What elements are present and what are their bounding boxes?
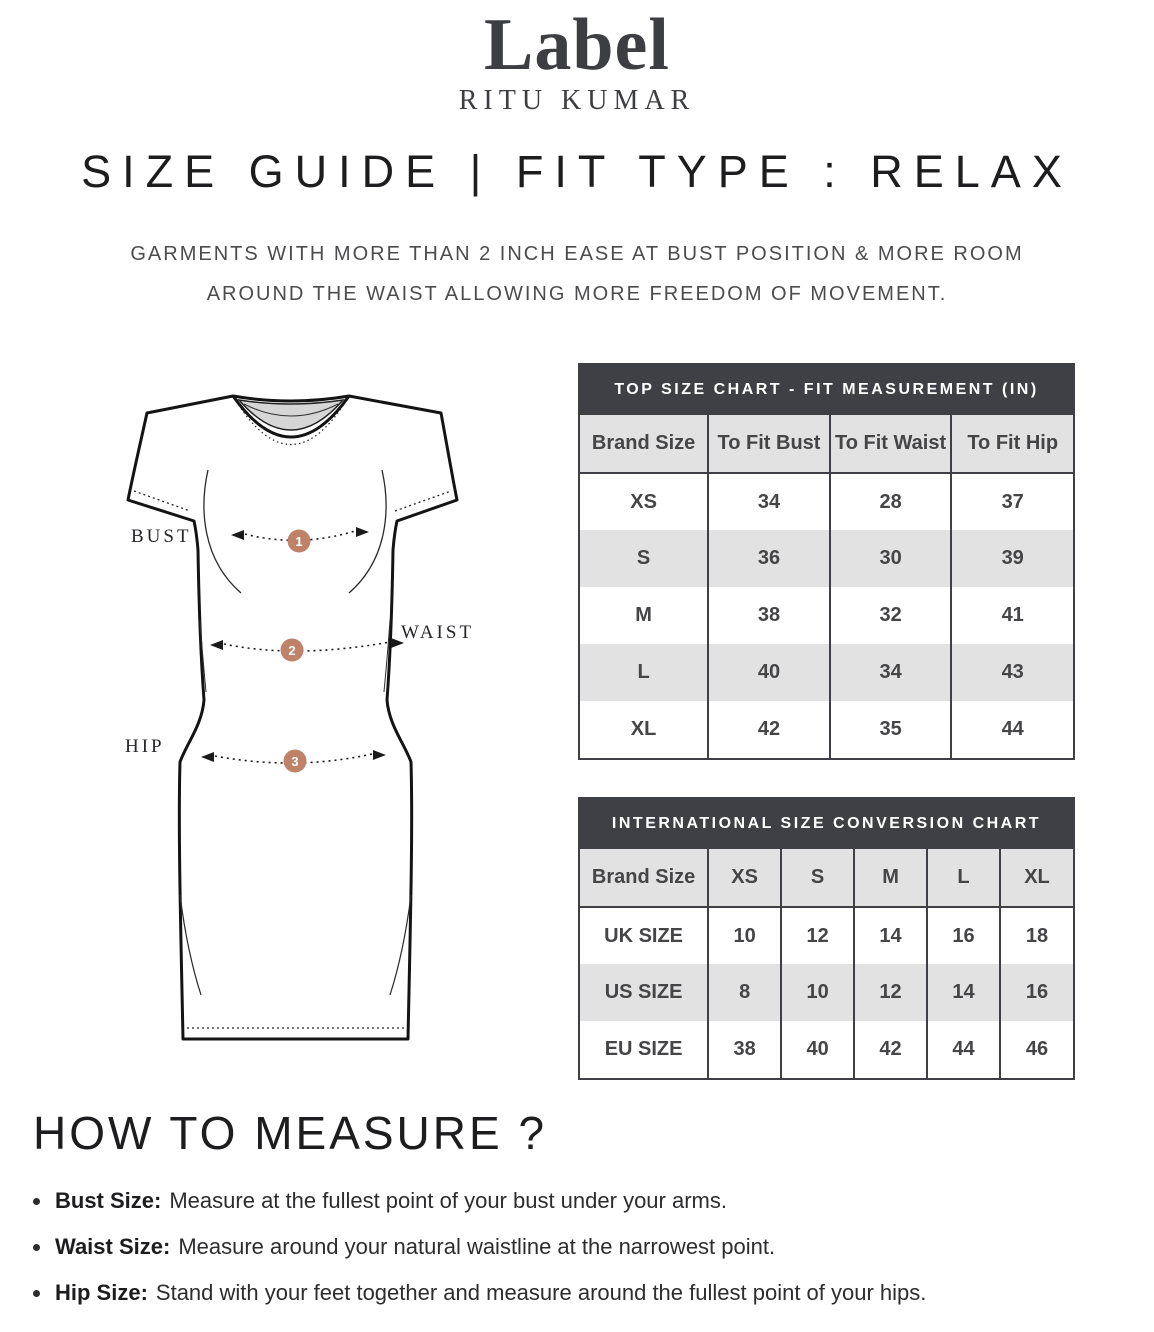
cell-bust: 34 — [708, 473, 830, 530]
column-header-to-fit-bust: To Fit Bust — [708, 415, 830, 473]
table-row-l — [580, 644, 1073, 701]
dress-outline — [128, 396, 457, 1039]
cell-waist: 34 — [830, 644, 952, 701]
brand-logo-subtext: RITU KUMAR — [458, 85, 696, 116]
cell-value: 16 — [1000, 964, 1073, 1021]
list-item-bust — [33, 1186, 1133, 1216]
bullet-dot — [33, 1290, 40, 1297]
cell-hip: 37 — [951, 473, 1073, 530]
table-row-uk — [580, 907, 1073, 964]
cell-region: US SIZE — [604, 981, 683, 1003]
size-charts — [578, 363, 1075, 1117]
column-header-l: L — [927, 849, 1000, 907]
column-header-to-fit-waist: To Fit Waist — [830, 415, 952, 473]
intl-chart-header-row — [580, 849, 1073, 907]
international-size-chart-title: INTERNATIONAL SIZE CONVERSION CHART — [580, 799, 1073, 849]
cell-region: EU SIZE — [604, 1038, 683, 1060]
page-subtitle — [0, 234, 1154, 314]
top-size-chart-table — [580, 415, 1073, 758]
bust-label: BUST — [131, 526, 192, 547]
bust-size-text: Measure at the fullest point of your bust under your arms. — [169, 1188, 727, 1213]
cell-bust: 42 — [708, 701, 830, 758]
cell-size: M — [635, 604, 652, 626]
table-row-xs — [580, 473, 1073, 530]
cell-hip: 43 — [951, 644, 1073, 701]
hip-label: HIP — [125, 736, 165, 757]
hip-size-text: Stand with your feet together and measure around the fullest point of your hips. — [155, 1280, 927, 1305]
page-subtitle-line2: AROUND THE WAIST ALLOWING MORE FREEDOM OF MOVEMENT. — [206, 283, 948, 305]
cell-size: S — [636, 547, 651, 569]
column-header-xs: XS — [708, 849, 781, 907]
column-header-to-fit-hip: To Fit Hip — [951, 415, 1073, 473]
how-to-measure-section — [33, 1106, 1133, 1324]
cell-size: XL — [630, 718, 657, 740]
cell-bust: 40 — [708, 644, 830, 701]
how-to-measure-heading: HOW TO MEASURE ? — [33, 1107, 548, 1159]
table-row-xl — [580, 701, 1073, 758]
page-subtitle-line1: GARMENTS WITH MORE THAN 2 INCH EASE AT BUST POSITION & MORE ROOM — [130, 243, 1024, 265]
cell-hip: 39 — [951, 530, 1073, 587]
cell-value: 40 — [781, 1021, 854, 1078]
cell-waist: 32 — [830, 587, 952, 644]
bullet-dot — [33, 1198, 40, 1205]
cell-size: XS — [630, 490, 657, 513]
list-item-waist — [33, 1232, 1133, 1262]
table-row-us — [580, 964, 1073, 1021]
cell-bust: 38 — [708, 587, 830, 644]
cell-value: 44 — [927, 1021, 1000, 1078]
cell-size: L — [637, 661, 650, 683]
marker-3-number: 3 — [291, 754, 299, 769]
cell-value: 12 — [854, 964, 927, 1021]
table-row-s — [580, 530, 1073, 587]
top-size-chart — [578, 363, 1075, 760]
brand-logo-text: Label — [484, 4, 670, 86]
waist-size-label: Waist Size: — [55, 1234, 171, 1259]
table-row-m — [580, 587, 1073, 644]
cell-region: UK SIZE — [604, 924, 684, 947]
marker-2-number: 2 — [288, 643, 296, 658]
cell-hip: 41 — [951, 587, 1073, 644]
cell-value: 46 — [1000, 1021, 1073, 1078]
top-size-chart-title: TOP SIZE CHART - FIT MEASUREMENT (IN) — [580, 365, 1073, 415]
cell-value: 42 — [854, 1021, 927, 1078]
list-item-hip — [33, 1278, 1133, 1308]
cell-value: 10 — [781, 964, 854, 1021]
column-header-xl: XL — [1000, 849, 1073, 907]
cell-bust: 36 — [708, 530, 830, 587]
brand-logo — [0, 4, 1154, 117]
international-size-chart-table — [580, 849, 1073, 1078]
marker-1-number: 1 — [295, 534, 303, 549]
cell-value: 12 — [781, 907, 854, 964]
dress-illustration — [105, 380, 485, 1080]
cell-value: 8 — [708, 964, 781, 1021]
page-title: SIZE GUIDE | FIT TYPE : RELAX — [81, 146, 1073, 197]
cell-value: 18 — [1000, 907, 1073, 964]
waist-size-text: Measure around your natural waistline at the narrowest point. — [178, 1234, 776, 1259]
waist-label: WAIST — [401, 622, 475, 643]
dress-drawing — [105, 380, 485, 1080]
column-header-brand-size: Brand Size — [580, 415, 708, 473]
cell-value: 16 — [927, 907, 1000, 964]
international-size-chart — [578, 797, 1075, 1080]
cell-value: 38 — [708, 1021, 781, 1078]
cell-value: 10 — [708, 907, 781, 964]
cell-waist: 35 — [830, 701, 952, 758]
bullet-dot — [33, 1244, 40, 1251]
cell-waist: 30 — [830, 530, 952, 587]
cell-value: 14 — [927, 964, 1000, 1021]
table-row-eu — [580, 1021, 1073, 1078]
hip-size-label: Hip Size: — [55, 1280, 148, 1305]
cell-waist: 28 — [830, 473, 952, 530]
top-chart-header-row — [580, 415, 1073, 473]
column-header-s: S — [781, 849, 854, 907]
cell-hip: 44 — [951, 701, 1073, 758]
bust-size-label: Bust Size: — [55, 1188, 162, 1213]
cell-value: 14 — [854, 907, 927, 964]
column-header-brand-size: Brand Size — [580, 849, 708, 907]
column-header-m: M — [854, 849, 927, 907]
